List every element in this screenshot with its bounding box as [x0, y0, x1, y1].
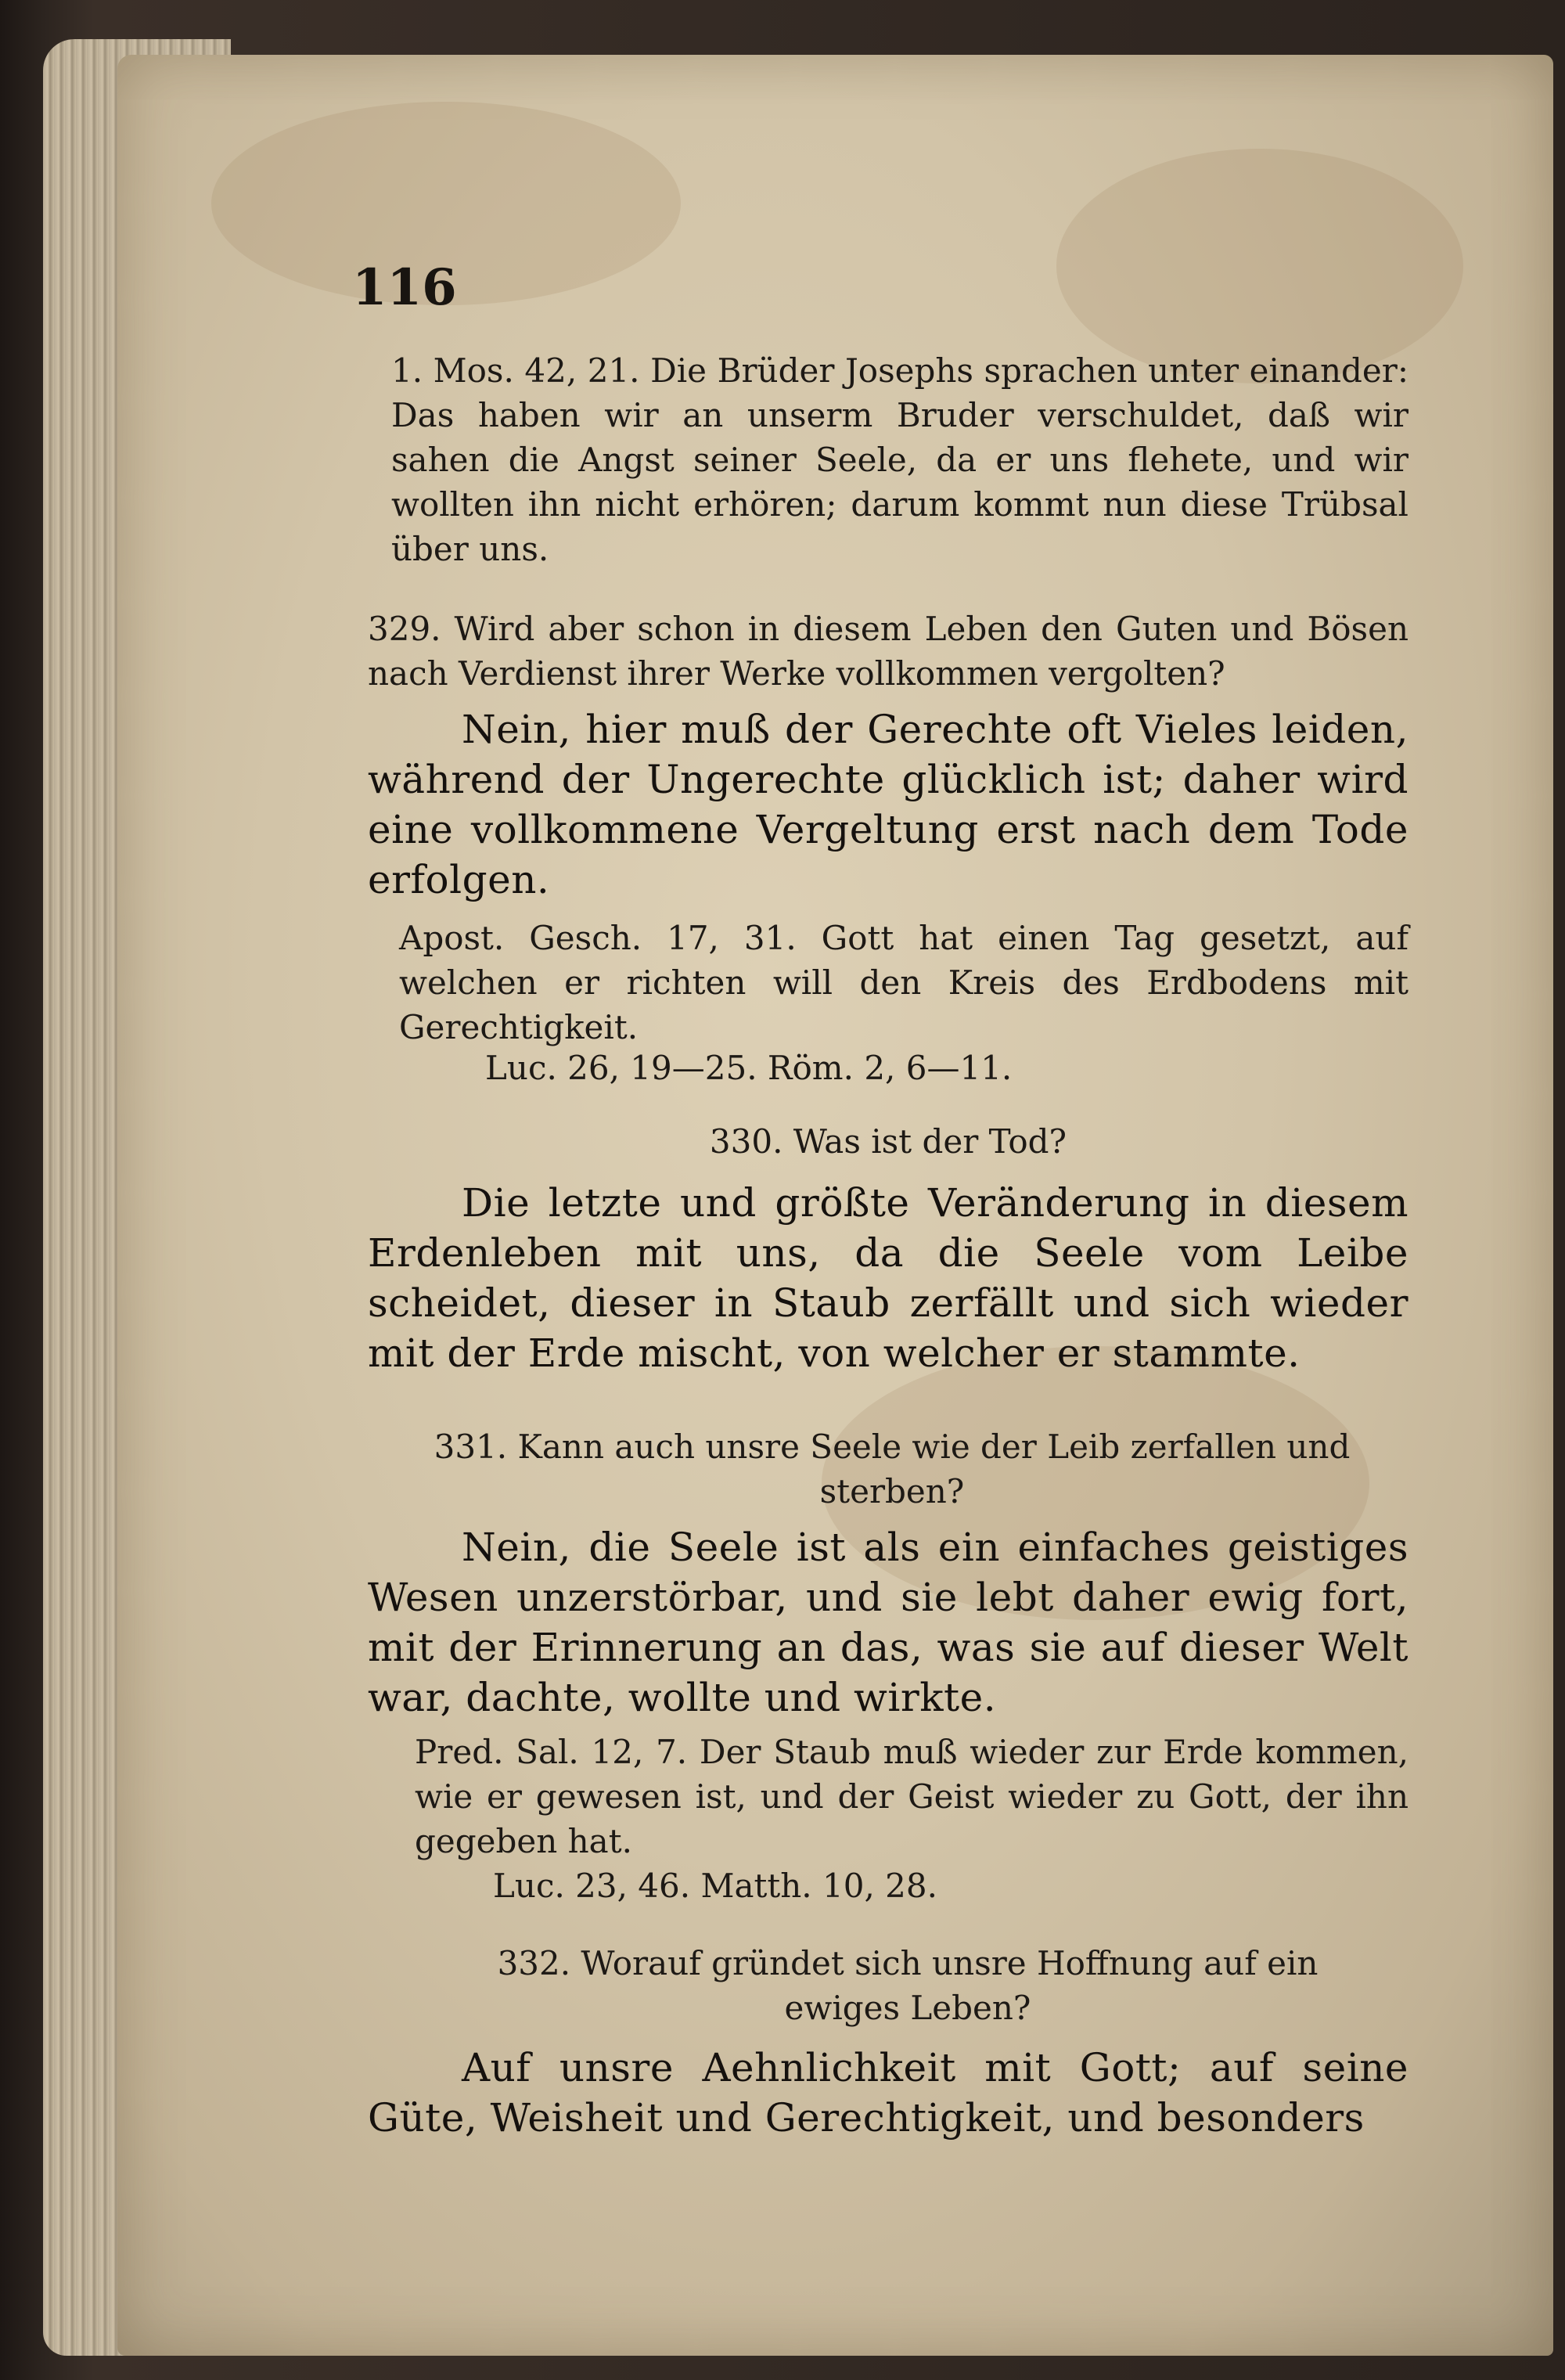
- answer-329: Nein, hier muß der Gerechte oft Vieles leiden, während der Ungerechte glücklich ist; daher wird eine vollkommene Vergeltung erst nach dem Tode erfolgen.: [368, 707, 1408, 902]
- answer-330: Die letzte und größte Veränderung in diesem Erdenleben mit uns, da die Seele vom Leibe scheidet, dieser in Staub zerfällt und sich wieder mit der Erde mischt, von welcher er stammte.: [368, 1180, 1408, 1376]
- question-332: 332. Worauf gründet sich unsre Hoffnung auf ein ewiges Leben?: [497, 1944, 1319, 2027]
- page-number: 116: [352, 258, 457, 317]
- quote-acts: Apost. Gesch. 17, 31. Gott hat einen Tag gesetzt, auf welchen er richten will den Kreis des Erdbodens mit Gerechtigkeit.: [399, 919, 1408, 1046]
- answer-331: Nein, die Seele ist als ein einfaches geistiges Wesen unzerstörbar, und sie lebt daher ewig fort, mit der Erinnerung an das, was sie auf dieser Welt war, dachte, wollte und wirkte.: [368, 1525, 1408, 1720]
- question-331: 331. Kann auch unsre Seele wie der Leib zerfallen und sterben?: [434, 1428, 1351, 1510]
- references-329: Luc. 26, 19—25. Röm. 2, 6—11.: [485, 1049, 1013, 1087]
- answer-332: Auf unsre Aehnlichkeit mit Gott; auf seine Güte, Weisheit und Gerechtigkeit, und besonders: [368, 2045, 1408, 2141]
- references-331: Luc. 23, 46. Matth. 10, 28.: [493, 1867, 937, 1905]
- question-329: 329. Wird aber schon in diesem Leben den Guten und Bösen nach Verdienst ihrer Werke vollkommen vergolten?: [368, 610, 1408, 693]
- quote-genesis: 1. Mos. 42, 21. Die Brüder Josephs sprachen unter einander: Das haben wir an unserm Bruder verschuldet, daß wir sahen die Angst seiner Seele, da er uns flehete, und wir wollten ihn nicht erhören; darum kommt nun diese Trübsal über uns.: [391, 351, 1408, 568]
- question-330: 330. Was ist der Tod?: [709, 1122, 1067, 1161]
- quote-ecclesiastes: Pred. Sal. 12, 7. Der Staub muß wieder zur Erde kommen, wie er gewesen ist, und der Geist wieder zu Gott, der ihn gegeben hat.: [415, 1733, 1408, 1860]
